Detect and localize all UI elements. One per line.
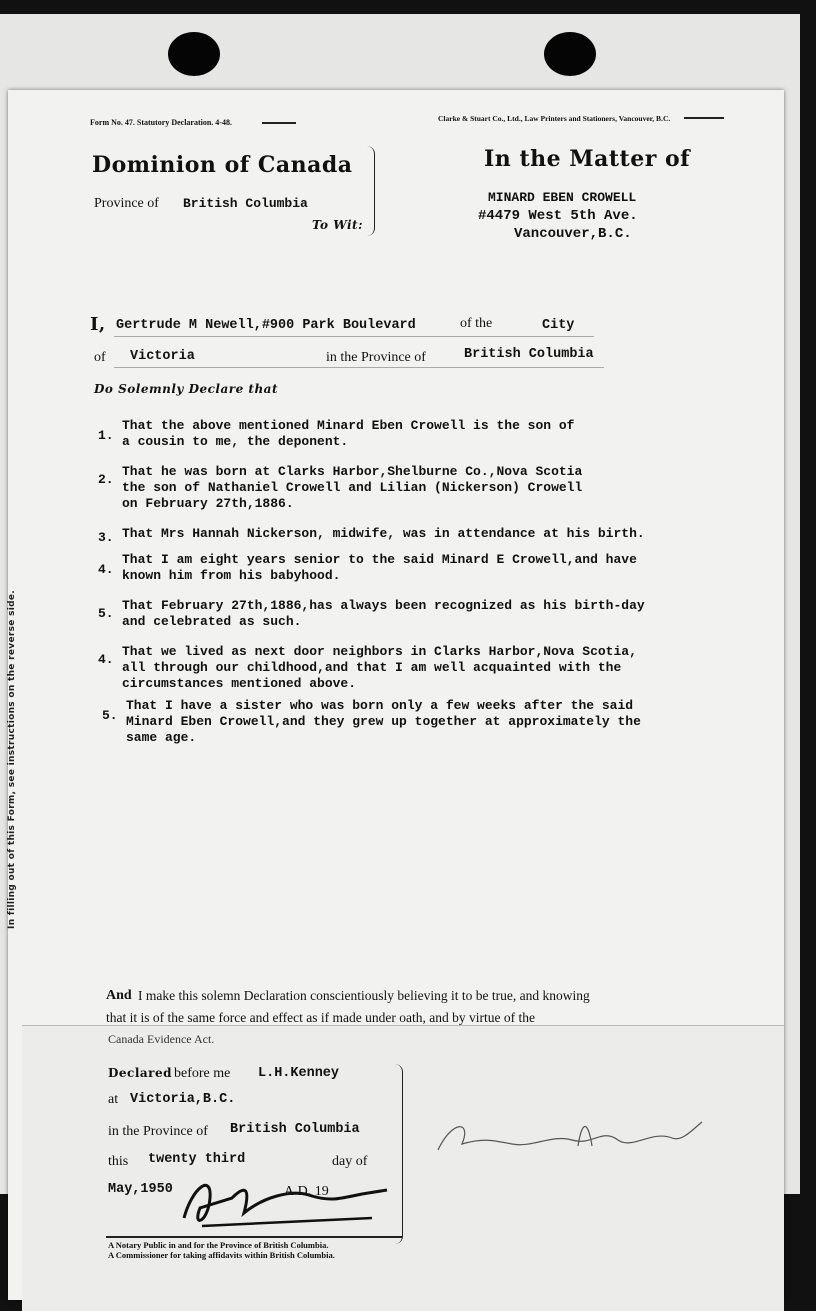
to-wit-label: To Wit: [312, 218, 364, 232]
day-value: twenty third [148, 1152, 246, 1167]
i-label: I, [90, 314, 106, 335]
dominion-heading: Dominion of Canada [92, 152, 353, 178]
item-number: 2. [98, 472, 114, 487]
city-label: City [542, 318, 575, 333]
item-text: That we lived as next door neighbors in Clarks Harbor,Nova Scotia, all through our childhood,and that I am well acquainted with the circumstances mentioned above. [122, 644, 637, 691]
and-label: And [106, 988, 132, 1003]
matter-name: MINARD EBEN CROWELL [488, 190, 637, 205]
lower-fold [22, 1025, 784, 1311]
closing-line2: that it is of the same force and effect as if made under oath, and by virtue of the [106, 1010, 535, 1025]
fill-line [114, 336, 594, 337]
item-number: 5. [98, 606, 114, 621]
declarant-signature [432, 1110, 712, 1170]
punch-hole-left [168, 32, 220, 76]
city-value: Victoria [130, 349, 195, 364]
item-text: That I am eight years senior to the said Minard E Crowell,and have known him from his babyhood. [122, 552, 637, 583]
item-text: That February 27th,1886,has always been recognized as his birth-day and celebrated as such. [122, 598, 645, 629]
matter-heading: In the Matter of [484, 146, 691, 172]
matter-address-line1: #4479 West 5th Ave. [478, 208, 638, 224]
header-brace [364, 146, 375, 236]
item-number: 5. [102, 708, 118, 723]
closing-line1: I make this solemn Declaration conscientiously believing it to be true, and knowing [138, 988, 590, 1003]
of-the-label: of the [460, 316, 493, 331]
province-label: Province of [94, 196, 159, 211]
commissioner-name: L.H.Kenney [258, 1066, 340, 1081]
closing-line3: Canada Evidence Act. [108, 1032, 215, 1046]
province-value-declarant: British Columbia [464, 347, 594, 362]
fill-line [114, 367, 604, 368]
this-label: this [108, 1154, 129, 1169]
day-of-label: day of [332, 1154, 368, 1169]
province-value: British Columbia [183, 196, 308, 211]
before-me-label: before me [174, 1066, 231, 1081]
month-year: May,1950 [108, 1182, 173, 1197]
at-value: Victoria,B.C. [130, 1092, 236, 1107]
item-number: 1. [98, 428, 114, 443]
in-province-label: in the Province of [326, 350, 426, 365]
in-province-label-jurat: in the Province of [108, 1124, 208, 1139]
province-value-jurat: British Columbia [230, 1122, 360, 1137]
at-label: at [108, 1092, 119, 1107]
item-text: That the above mentioned Minard Eben Crowell is the son of a cousin to me, the deponent. [122, 418, 575, 449]
printer-credit: Clarke & Stuart Co., Ltd., Law Printers and Stationers, Vancouver, B.C. [438, 114, 671, 123]
commissioner-footer: A Commissioner for taking affidavits within British Columbia. [108, 1250, 335, 1260]
item-number: 3. [98, 530, 114, 545]
commissioner-signature [172, 1168, 402, 1238]
declared-label: Declared [108, 1066, 173, 1080]
form-number: Form No. 47. Statutory Declaration. 4-48. [90, 118, 232, 127]
side-instruction-note: In filling out of this Form, see instructions on the reverse side. [7, 590, 17, 929]
signature-line [106, 1236, 402, 1238]
matter-address-line2: Vancouver,B.C. [514, 226, 632, 242]
item-text: That Mrs Hannah Nickerson, midwife, was in attendance at his birth. [122, 526, 645, 541]
divider [684, 117, 724, 119]
declare-heading: Do Solemnly Declare that [94, 382, 278, 396]
punch-hole-right [544, 32, 596, 76]
item-text: That he was born at Clarks Harbor,Shelburne Co.,Nova Scotia the son of Nathaniel Crowell and Lilian (Nickerson) Crowell on February 27th,1886. [122, 464, 583, 511]
item-number: 4. [98, 562, 114, 577]
divider [262, 122, 296, 124]
declarant-name: Gertrude M Newell,#900 Park Boulevard [116, 318, 416, 333]
item-number: 4. [98, 652, 114, 667]
of-label: of [94, 350, 106, 365]
ad-label: A.D. 19 [284, 1184, 329, 1199]
notary-footer: A Notary Public in and for the Province of British Columbia. [108, 1240, 329, 1250]
item-text: That I have a sister who was born only a few weeks after the said Minard Eben Crowell,and they grew up together at approximately the same age. [126, 698, 641, 745]
